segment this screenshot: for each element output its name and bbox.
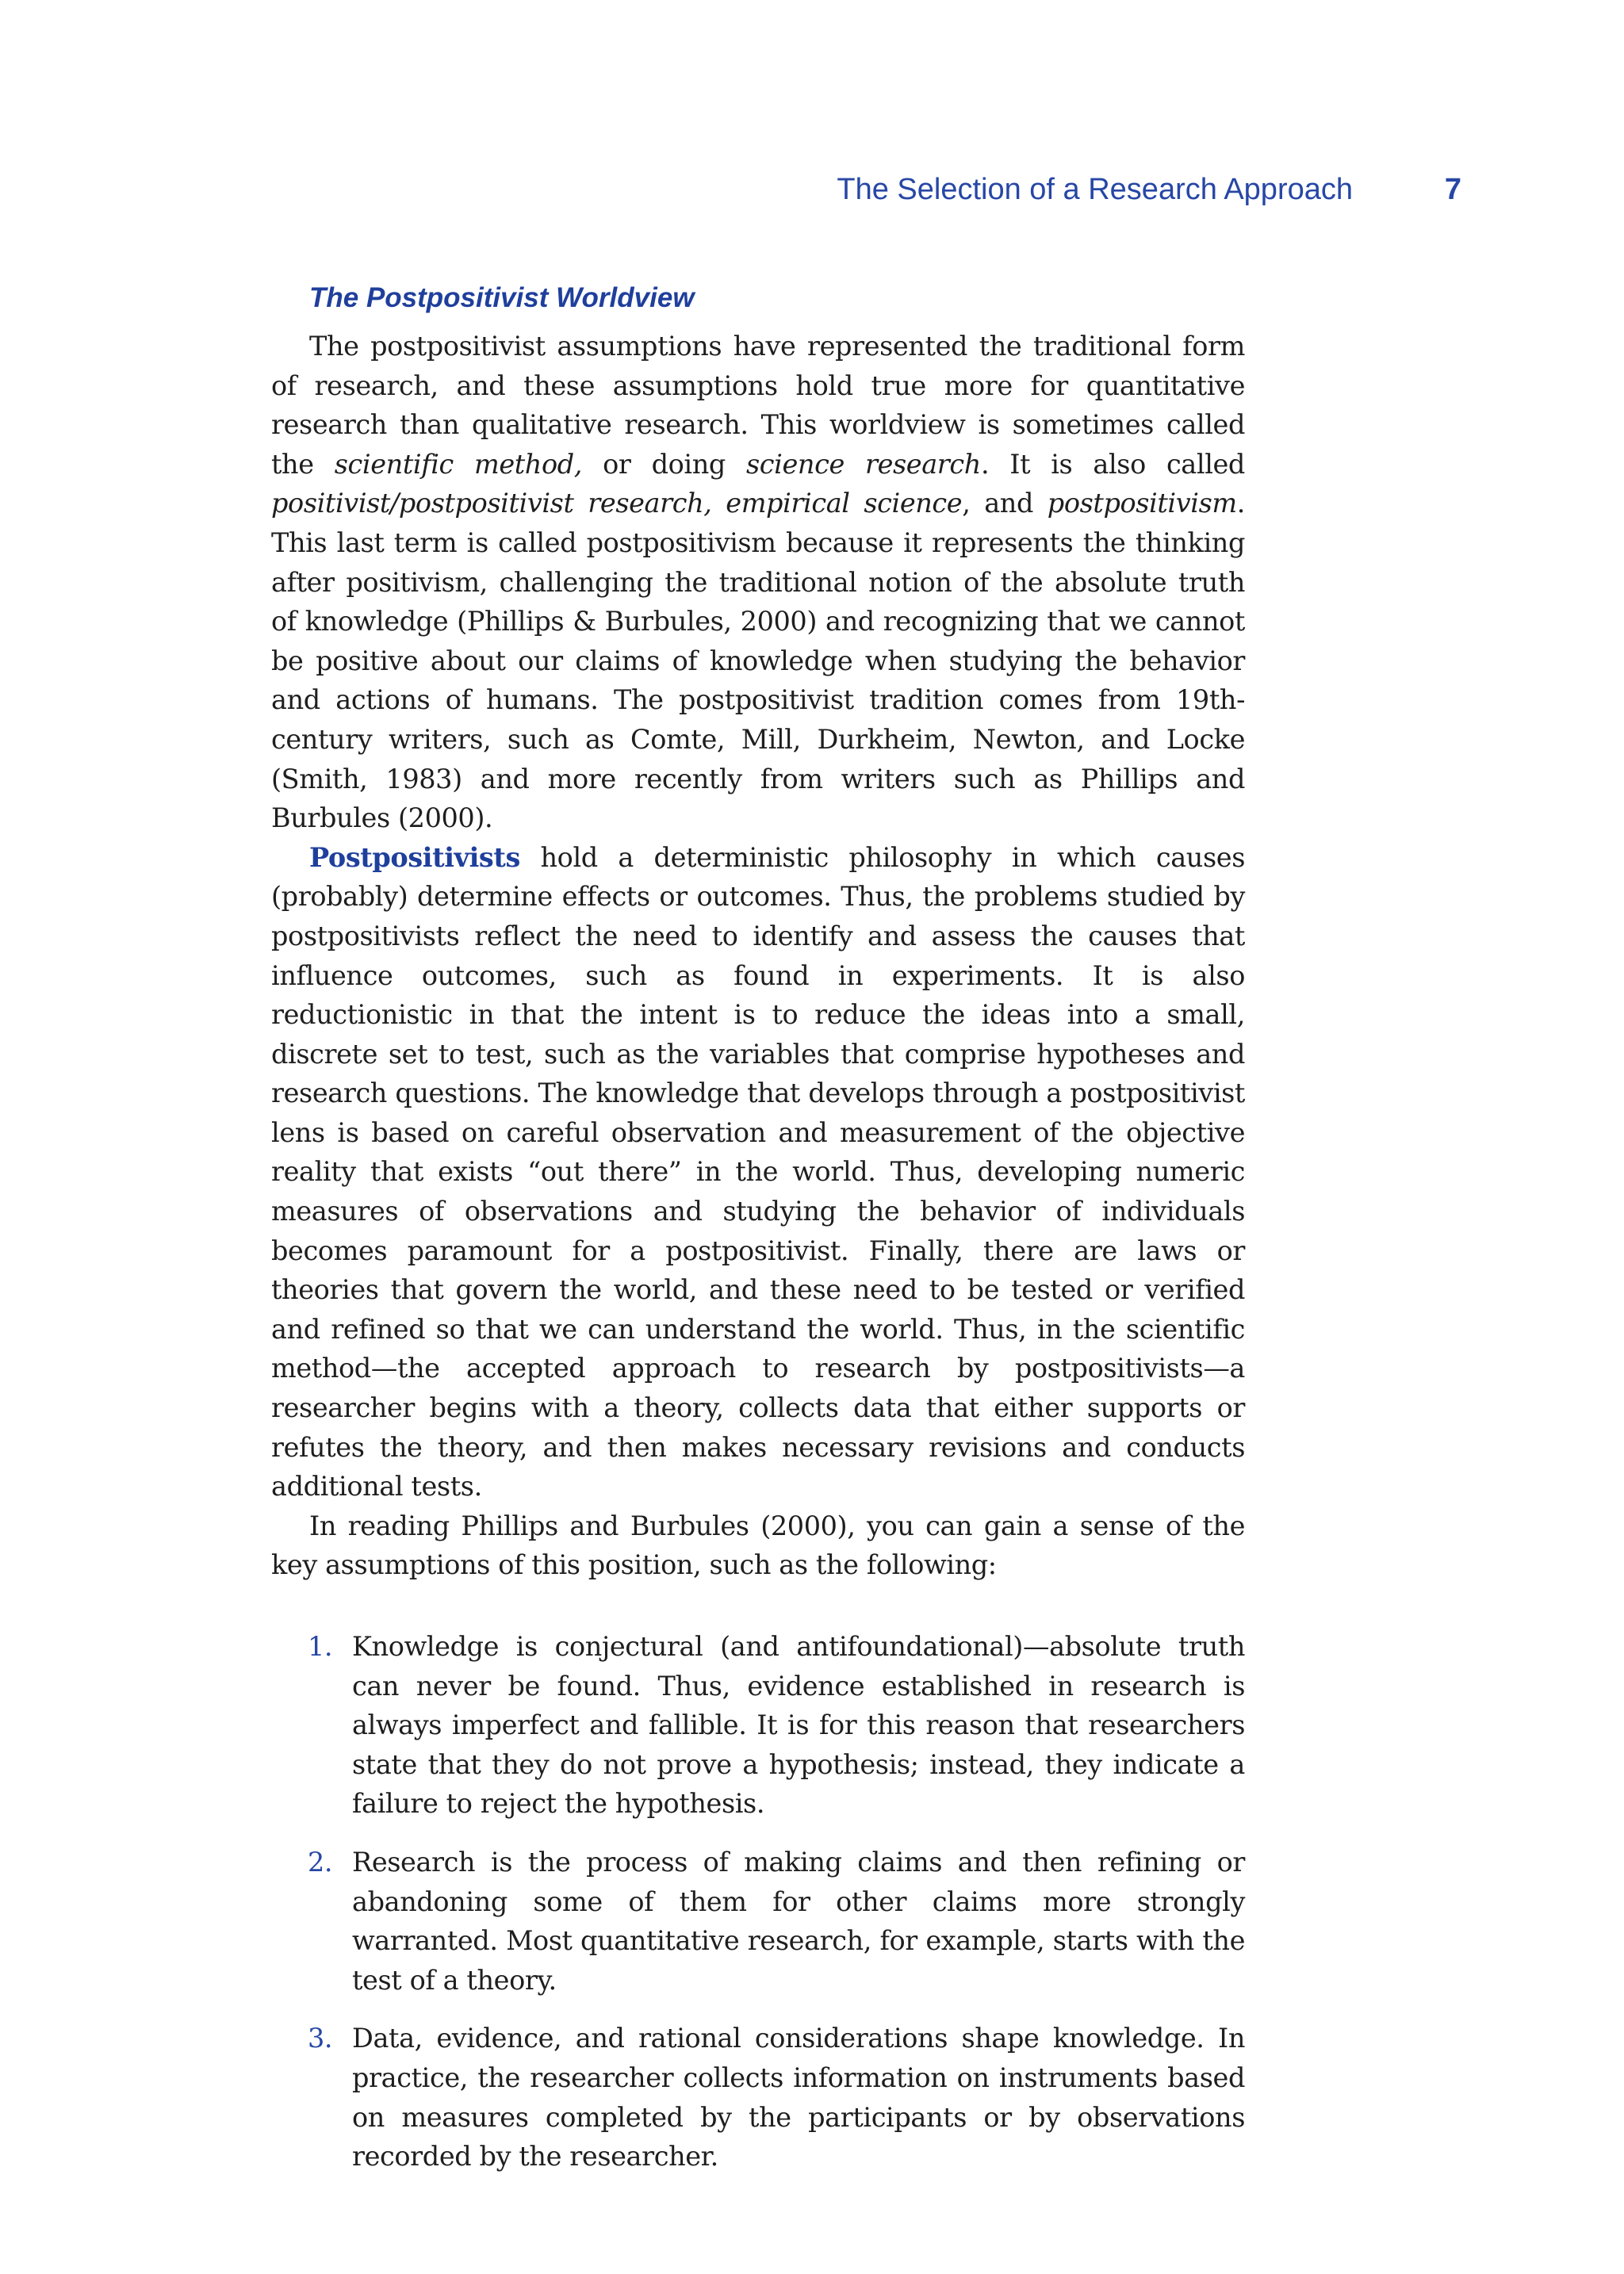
paragraph-3: In reading Phillips and Burbules (2000), you can gain a sense of the key assumptions of this position, such as the following: [271, 1510, 1245, 1581]
section-heading: The Postpositivist Worldview [309, 282, 695, 313]
paragraph-1: The postpositivist assumptions have represented the traditional form of research, and these assumptions hold true more for quantitative research than qualitative research. This worldview is sometimes called the scientific method, or doing science research. It is also called positivist/postpositivist research, empirical science, and postpositivism. This last term is called postpositivism because it represents the thinking after positivism, challenging the traditional notion of the absolute truth of knowledge (Phillips & Burbules, 2000) and recognizing that we cannot be positive about our claims of knowledge when studying the behavior and actions of humans. The postpositivist tradition comes from 19th-century writers, such as Comte, Mill, Durkheim, Newton, and Locke (Smith, 1983) and more recently from writers such as Phillips and Burbules (2000). [271, 331, 1245, 834]
list-item [271, 1843, 1245, 2000]
list-item [271, 1627, 1245, 1824]
page-number: 7 [1444, 173, 1461, 206]
italic-term: positivist/postpositivist research, empirical science [271, 488, 963, 519]
list-item-text: Research is the process of making claims and then refining or abandoning some of them for other claims more strongly warranted. Most quantitative research, for example, starts with the test of a theory. [352, 1846, 1245, 1996]
running-header [0, 173, 1624, 217]
list-item [271, 2019, 1245, 2176]
assumptions-list [271, 1627, 1245, 2176]
list-number: 3. [308, 2023, 333, 2054]
list-item-text: Data, evidence, and rational considerations shape knowledge. In practice, the researcher collects information on instruments based on measures completed by the participants or by observations recorded by the researcher. [352, 2023, 1245, 2173]
page-body [271, 282, 1245, 2196]
paragraph-2: Postpositivists hold a deterministic philosophy in which causes (probably) determine effects or outcomes. Thus, the problems studied by postpositivists reflect the need to identify and assess the causes that influence outcomes, such as found in experiments. It is also reductionistic in that the intent is to reduce the ideas into a small, discrete set to test, such as the variables that comprise hypotheses and research questions. The knowledge that develops through a postpositivist lens is based on careful observation and measurement of the objective reality that exists “out there” in the world. Thus, developing numeric measures of observations and studying the behavior of individuals becomes paramount for a postpositivist. Finally, there are laws or theories that govern the world, and these need to be tested or verified and refined so that we can understand the world. Thus, in the scientific method—the accepted approach to research by postpositivists—a researcher begins with a theory, collects data that either supports or refutes the theory, and then makes necessary revisions and conducts additional tests. [271, 841, 1245, 1503]
key-term: Postpositivists [309, 841, 520, 873]
italic-term: postpositivism [1047, 488, 1237, 519]
list-item-text: Knowledge is conjectural (and antifoundational)—absolute truth can never be found. Thus, evidence established in research is always imperfect and fallible. It is for this reason that researchers state that they do not prove a hypothesis; instead, they indicate a failure to reject the hypothesis. [352, 1631, 1245, 1820]
running-title: The Selection of a Research Approach [837, 173, 1353, 206]
list-number: 2. [308, 1846, 333, 1878]
list-number: 1. [308, 1631, 333, 1662]
italic-term: scientific method, [334, 448, 583, 480]
italic-term: science research [746, 448, 981, 480]
